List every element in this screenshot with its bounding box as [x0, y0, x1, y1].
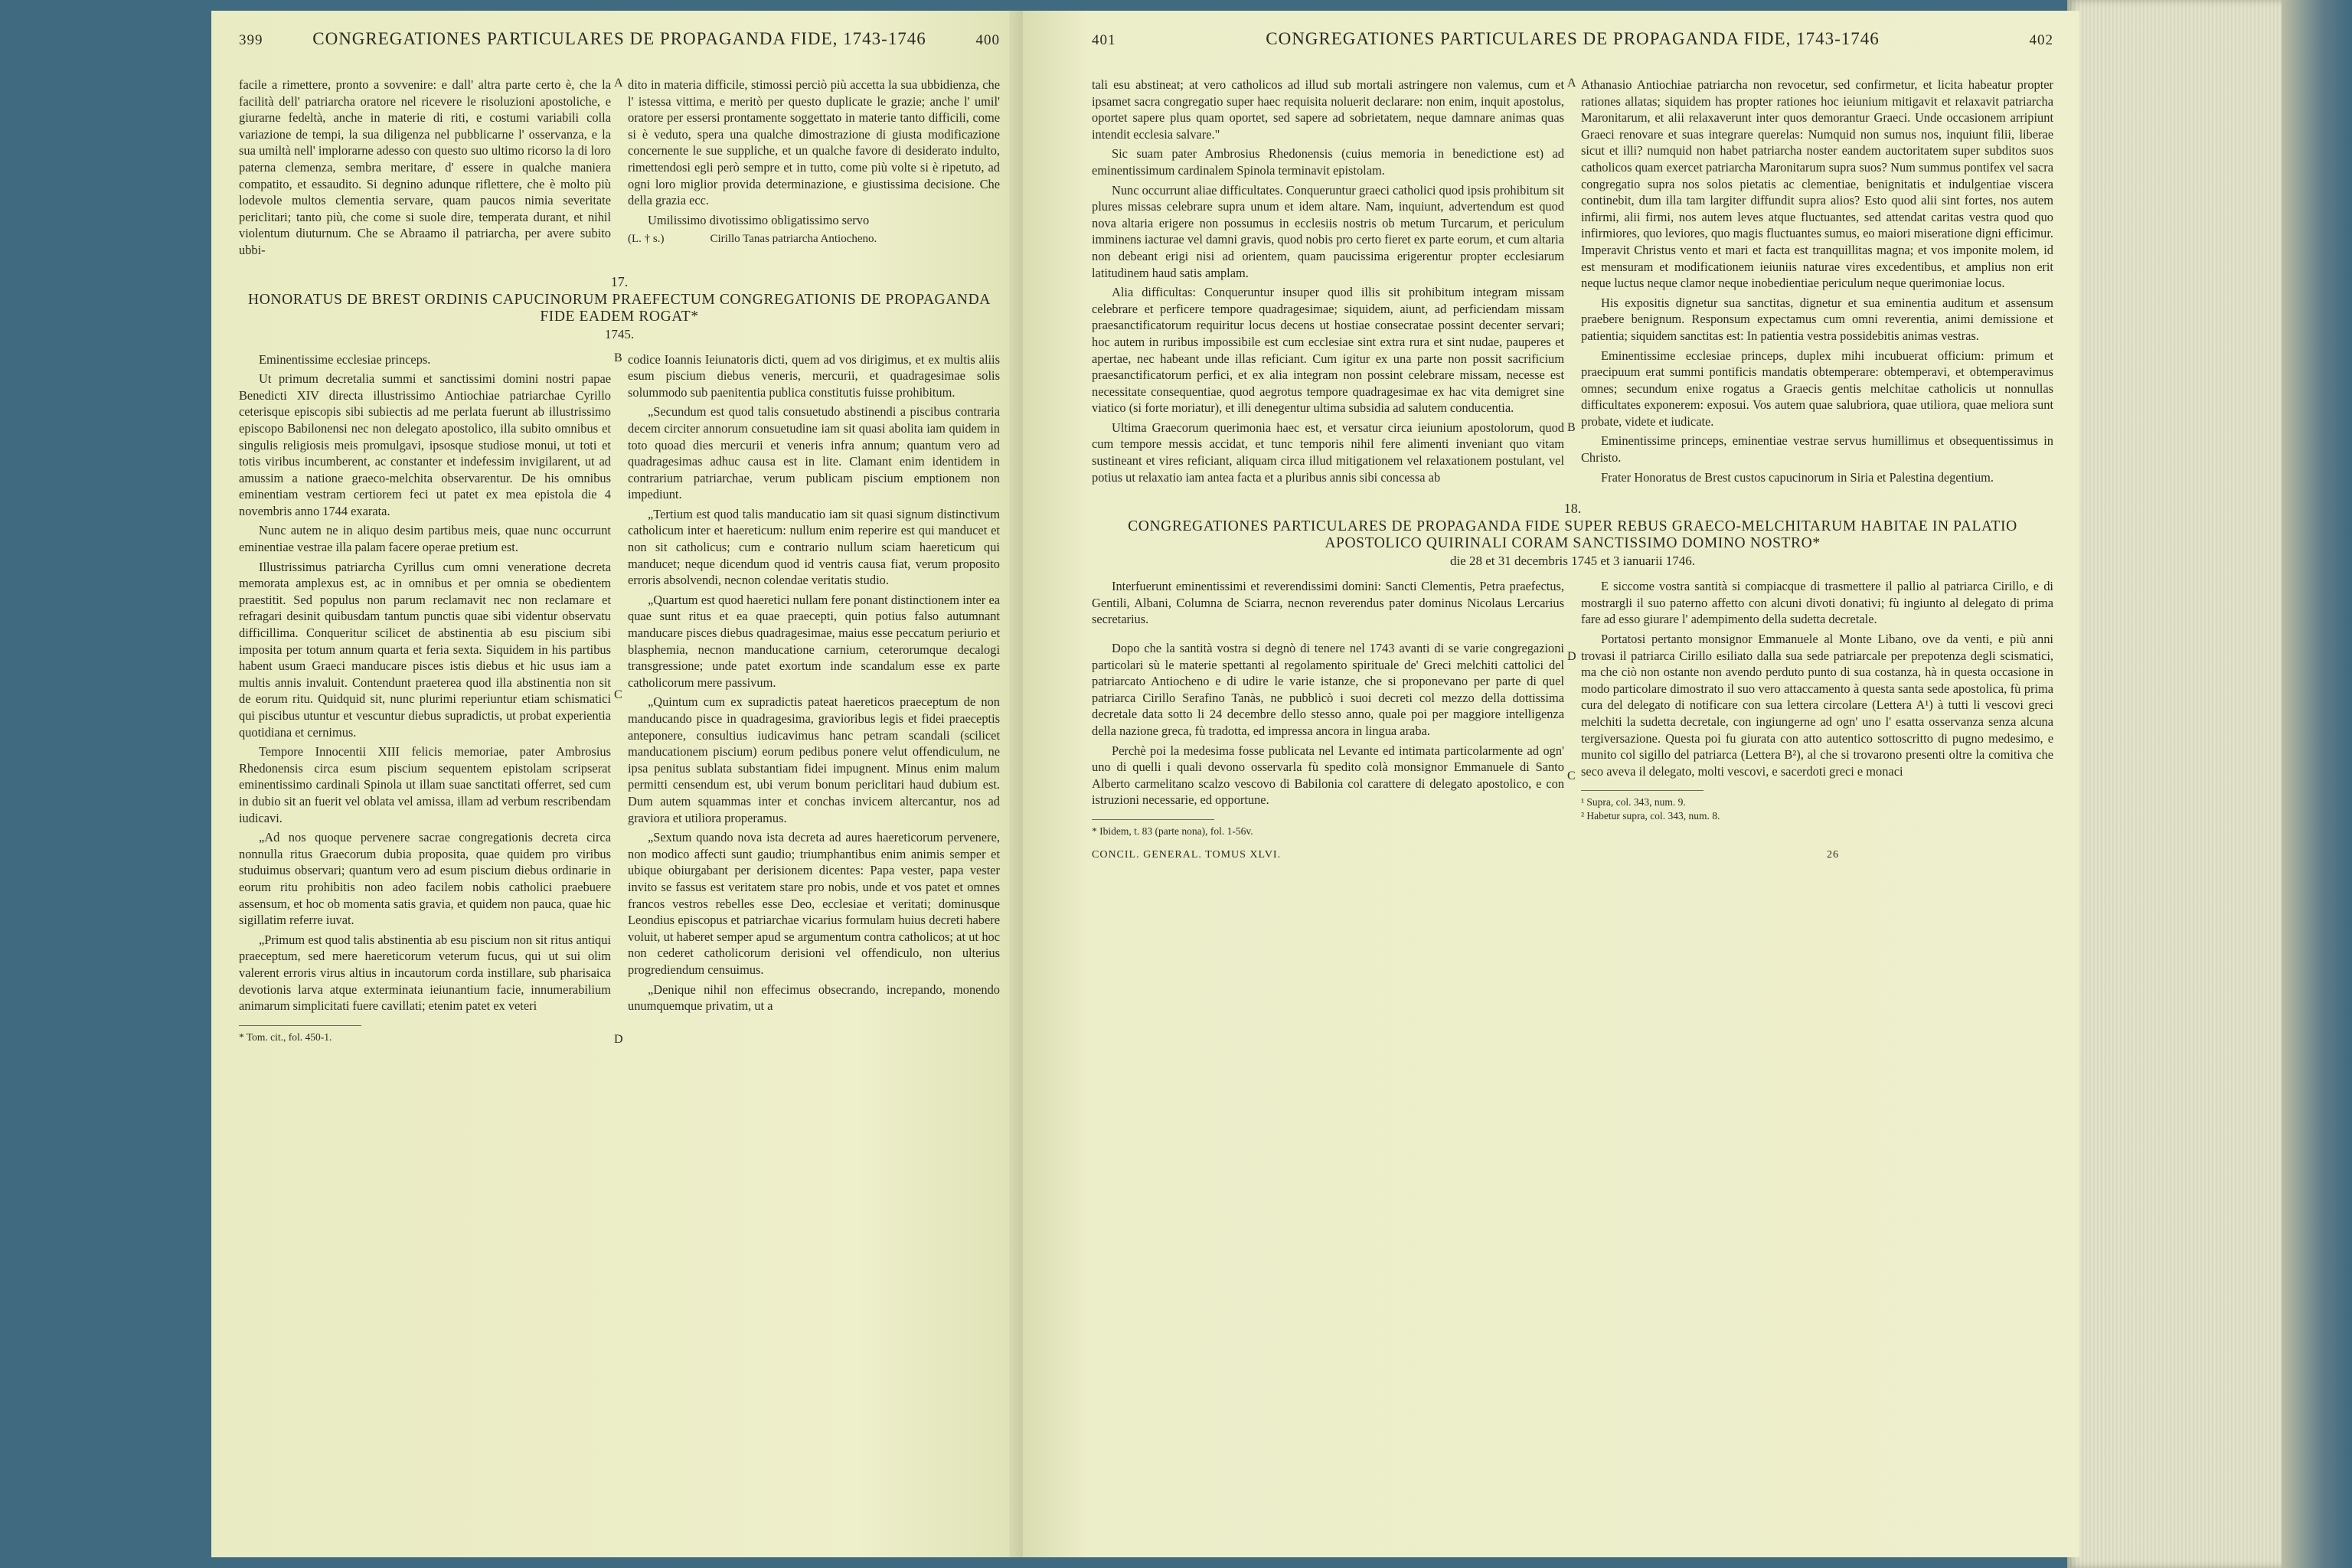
locus-sigilli: (L. † s.)	[628, 233, 665, 246]
paragraph: „Secundum est quod talis consuetudo abstinendi a piscibus contraria decem circiter annorum consuetudine iam sit quasi abolita iam quidem in toto quoad dies mercurii et veneris infra annum; quantum vero ad quadragesimas adhuc causa est in lite. Clamant enim identidem in contrarium patriarchae, verum publicam piscium emptionem non impediunt.	[628, 404, 1000, 502]
paragraph: E siccome vostra santità si compiacque di trasmettere il pallio al patriarca Cirillo, e di mostrargli il suo paterno affetto con alcuni divoti donativi; fù ingiunto al delegato di prima fare ad esso giurare l' adempimento della sudetta decretale.	[1581, 579, 2053, 627]
paragraph: Eminentissime ecclesiae princeps.	[259, 351, 431, 367]
paragraph: „Tertium est quod talis manducatio iam sit quasi signum distinctivum catholicum inter et haereticum: nullum enim reperire est qui manducet et non sit catholicus; cum e contrario nullum sciam haereticum qui manducet; neque dicendum quod id ventris causa fiat, verum proposito erroris absolvendi, necnon colendae veritatis studio.	[628, 506, 1000, 588]
column	[614, 351, 1000, 1046]
paragraph: Eminentissime princeps, eminentiae vestrae servus humillimus et obsequentissimus in Christo.	[1581, 433, 2053, 466]
footnote	[1092, 819, 1564, 838]
section-year: 1745.	[604, 326, 635, 341]
paragraph: „Quintum cum ex supradictis pateat haereticos praeceptum de non manducando pisce in quadragesima, gravioribus legis et fidei praeceptis anteponere, consultius iudicavimus hanc petram scandali (scilicet manducationem piscium) eorum pedibus ponere velut offendiculum, ne ipsa penitus sublata substantiam fidei impugnent. Minus enim malum permitti censendum est, ubi verum bonum periclitari haud dubium est. Dum autem squammas inter et conchas invicem altercantur, nos ad graviora et utiliora properamus.	[628, 694, 1000, 825]
section-title: HONORATUS DE BREST ORDINIS CAPUCINORUM PRAEFECTUM CONGREGATIONIS DE PROPAGANDA FIDE EADEM ROGAT*	[248, 291, 991, 325]
paragraph: Nunc autem ne in aliquo desim partibus meis, quae nunc occurrunt eminentiae vestrae illa palam facere operae pretium est.	[239, 523, 611, 555]
paragraph: Umilissimo divotissimo obligatissimo servo	[648, 212, 870, 227]
column	[239, 351, 611, 1044]
margin-letter: C	[614, 688, 622, 701]
left-bottom-columns	[239, 351, 1000, 1044]
paragraph: Illustrissimus patriarcha Cyrillus cum omni veneratione decreta memorata amplexus est, ac in omnibus et per omnia se obedientem praestitit. Sed populus non parum reclamavit nec non reclamare et refragari desinit quibusdam tantum punctis quae sibi videntur observatu difficillima. Conqueritur scilicet de abstinentia ab esu piscium sibi imposita per totum annum quarta et feria sexta. Siquidem in his partibus habent usum Graeci manducare pisces istis diebus et hic usus iam a multis annis invaluit. Contendunt praeterea quod illa abstinentia non sit de eorum ritu. Quidquid sit, nunc plurimi reperiuntur etiam schismatici qui piscibus utuntur et vescuntur diebus supradictis, ut probat experientia quotidiana et cernimus.	[239, 559, 611, 740]
paragraph: Ut primum decretalia summi et sanctissimi domini nostri papae Benedicti XIV directa illustrissimo Antiochiae patriarchae Cyrillo ceterisque episcopis sibi subiectis ad me perlata fuerunt ab illustrissimo episcopo Babilonensi nec non delegato apostolico, illa subito omnibus et singulis religiosis meis promulgavi, ipsosque studiose monui, ut toti et totis viribus incumberent, ac constanter et indefessim invigilarent, ut ad amussim a natione graeco-melchita observarentur. De his omnibus eminentiam vestram certiorem feci ut patet ex mea epistola die 4 novembris anno 1744 exarata.	[239, 371, 611, 518]
margin-letter: B	[614, 351, 622, 364]
footnote-rule	[239, 1025, 361, 1026]
paragraph: facile a rimettere, pronto a sovvenire: e dall' altra parte certo è, che la facilità dell' patriarcha oratore nel ricevere le risoluzioni apostoliche, e giurarne fedeltà, anche in materie di riti, e costumi variabili colla variazione de tempi, la sua diligenza nel pubblicarne l' osservanza, e la sua umiltà nell' implorarne adesso con questo suo ultimo ricorso la di loro paterna clemenza, sembra meritare, d' essere in qualche maniera compatito, et essaudito. Si degnino adunque riflettere, che è molto più lodevole multos clementia servare, quam paucos nimia severitate periclitari; tanto più, che come si suole dire, temperata durant, et nihil violentum diuturnum. Che se Abraamo il patriarcha, per avere subito ubbi-	[239, 77, 611, 257]
footnote-text: * Tom. cit., fol. 450-1.	[239, 1031, 332, 1043]
margin-letter: C	[1567, 769, 1576, 782]
margin-letter: D	[614, 1032, 623, 1046]
paragraph: Alia difficultas: Conqueruntur insuper quod illis sit prohibitum integram missam celebrare et perficere tempore quadragesimae; siquidem, aiunt, ad perficiendam missam praesanctificatorum requiritur locus decens ut hostiae consecratae possint decenter servari; hoc autem in ruribus impossibile est cum ecclesiae sint extra rura et sint nudae, pauperes et apertae, nec habeant unde illas reficiant. Cum igitur ex una parte non possit sacrificium praesanctificatorum perfici, et ex alia integram non possint celebrare missam, necesse est necessitate consequentiae, quod aegrotus tempore quadragesimae ex hac vita demigret sine viatico (si forte moriatur), et illi denegentur ultima subsidia ad salutem conducentia.	[1092, 285, 1564, 416]
page-foot	[1092, 849, 2053, 861]
margin-letter: A	[1567, 77, 1576, 90]
column	[239, 77, 611, 262]
volume-signature: CONCIL. GENERAL. TOMUS XLVI.	[1092, 848, 1282, 861]
page-number: 399	[239, 32, 263, 48]
section-number: 17.	[610, 273, 629, 289]
footnote-text: ¹ Supra, col. 343, num. 9.	[1581, 796, 1686, 808]
margin-letter: D	[1567, 650, 1576, 664]
column	[1092, 578, 1564, 838]
paragraph: Dopo che la santità vostra si degnò di tenere nel 1743 avanti di se varie congregazioni particolari sù le materie spettanti al regolamento spirituale de' Greci melchiti cattolici del patriarcato Antiocheno e di udire le varie istanze, che si proponevano per parte di quel patriarca Cirillo Serafino Tanàs, ne pubblicò i suoi decreti col mezzo della dottissima decretale data sotto li 24 decembre dello stesso anno, quale poi per maggiore intelligenza della nazione greca, fù tradotta, ed impressa ancora in lingua araba.	[1092, 641, 1564, 738]
running-title: CONGREGATIONES PARTICULARES DE PROPAGANDA FIDE, 1743-1746	[312, 29, 926, 48]
margin-letter: A	[614, 77, 623, 90]
margin-letter: B	[1567, 421, 1576, 434]
page-number: 401	[1092, 32, 1116, 48]
footnotes	[1581, 790, 2053, 823]
section-title: CONGREGATIONES PARTICULARES DE PROPAGANDA FIDE SUPER REBUS GRAECO-MELCHITARUM HABITAE IN PALATIO APOSTOLICO QUIRINALI CORAM SANCTISSIMO DOMINO NOSTRO*	[1128, 518, 2017, 552]
right-bottom-columns	[1092, 578, 2053, 838]
paragraph: dito in materia difficile, stimossi perciò più accetta la sua ubbidienza, che l' istessa vittima, e meritò per questo duplicate le grazie; anche l' umil' oratore per essersi prontamente soggettato in materie tanto difficili, come si è veduto, spera una qualche dimostrazione di giusta modificazione concernente le sue suppliche, et un qualche favore di desiderato indulto, rimettendosi egli però sempre et in tutto, come più volte si è ripetuto, ad ogni loro miglior provida determinazione, e giustissima decisione. Che della grazia ecc.	[628, 77, 1000, 208]
paragraph: Eminentissime ecclesiae princeps, duplex mihi incubuerat officium: primum et praecipuum erat summi pontificis mandatis obtemperare: obtemperavi, et obtemperavimus omnes; secundum enixe rogatus a Graecis gentis melchitae catholicis ut nonnullas difficultates exponerem: exposui. Vos autem quae salubriora, quae utiliora, quae meliora sunt probate, videte et iudicate.	[1581, 348, 2053, 429]
left-page	[211, 11, 1020, 1557]
right-running-head	[1092, 29, 2053, 60]
footnote-text: ² Habetur supra, col. 343, num. 8.	[1581, 810, 1720, 822]
column	[1567, 578, 2053, 838]
paragraph: „Denique nihil non effecimus obsecrando, increpando, monendo unumquemque privatim, ut a	[628, 982, 1000, 1014]
footnote	[239, 1025, 611, 1044]
footnote-rule	[1092, 819, 1214, 820]
section-date: die 28 et 31 decembris 1745 et 3 ianuarii 1746.	[1449, 554, 1696, 569]
paragraph: Portatosi pertanto monsignor Emmanuele al Monte Libano, ove da venti, e più anni trovasi il patriarca Cirillo esiliato dalla sua sede patriarcale per prepotenza degli scismatici, ma che ciò non ostante non avendo perduto punto di sua costanza, hà in questa occasione in modo particolare dimostrato il suo vero attaccamento à questa santa sede apostolica, fù prima cura del delegato di notificare con sua lettera circolare (Lettera A¹) à tutti li vescovi greci melchiti la sudetta decretale, con ingiungerne ad ogn' uno l' esatta osservanza senza alcuna tergiversazione. Questa poi fu giurata con atto autentico sottoscritto di pugno medesimo, e munito col sigillo del patriarca (Lettera B²), al che si trovarono presenti oltre la comitiva che seco aveva il delegato, molti vescovi, e sacerdoti greci e monaci	[1581, 632, 2053, 779]
left-top-columns	[239, 77, 1000, 262]
signature-block	[628, 233, 1000, 246]
gathering-number: 26	[1827, 848, 1839, 861]
paragraph: „Ad nos quoque pervenere sacrae congregationis decreta circa nonnulla ritus Graecorum dubia proposita, quae quidem pro viribus studuimus observari; quantum vero ad esum piscium diebus ordinarie in eorum ritu prohibitis non adeo facilem nobis catholici praebuere assensum, et hoc ob momenta satis gravia, et quidem non pauca, quae hic sigillatim referre iuvat.	[239, 830, 611, 928]
book-edge-shadow	[2282, 0, 2352, 1568]
paragraph: Nunc occurrunt aliae difficultates. Conqueruntur graeci catholici quod ipsis prohibitum sit plures missas celebrare supra unum et idem altare. Nam, inquiunt, advertendum est quod nova altaria erigere non possumus in ecclesiis nostris ob metum Turcarum, et periculum imminens iacturae vel damni gravis, quod nobis pro certo fieret ex parte eorum, et cum altaria non debeant erigi nisi ad orientem, quam paucissima erigerentur propter ecclesiarum latitudinem haud satis amplam.	[1092, 182, 1564, 280]
paragraph: „Quartum est quod haeretici nullam fere ponant distinctionem inter ea quae sunt ritus et ea quae praecepti, quin potius falso autumnant manducare pisces diebus quadragesimae, maius esse peccatum periurio et blasphemia, necnon manducatione carnium, ceterorumque decalogi transgressione; unde patet exortum inde scandalum esse ex parte catholicorum mere passivum.	[628, 592, 1000, 690]
column	[614, 77, 1000, 262]
page-number: 402	[2029, 32, 2053, 48]
paragraph: Frater Honoratus de Brest custos capucinorum in Siria et Palestina degentium.	[1601, 469, 1994, 485]
section-number: 18.	[1563, 501, 1582, 517]
paragraph: Ultima Graecorum querimonia haec est, et versatur circa ieiunium apostolorum, quod cum tempore messis accidat, et tunc temporis nihil fere alimenti inveniant quo vitam sustineant et vires reficiant, aliquam circa illud mitigationem vel relaxationem postulant, vel potius ut relaxatio iam antea facta et a pluribus annis sibi concessa ab	[1092, 420, 1564, 485]
paragraph: His expositis dignetur sua sanctitas, dignetur et sua eminentia auditum et assensum praebere benignum. Responsum expectamus cum omni reverentia, animi demissione et patientia; siquidem sanctitas est: In patientia vestra possidebitis animas vestras.	[1581, 295, 2053, 343]
right-page	[1023, 11, 2079, 1557]
paragraph: tali esu abstineat; at vero catholicos ad illud sub mortali astringere non valemus, cum et ipsamet sacra congregatio super haec requisita noluerit declarare: non enim, inquit apostolus, oportet sapere plus quam oportet, sed sapere ad sobrietatem, neque damnare animas quas intendit ecclesia salvare."	[1092, 77, 1564, 142]
paragraph: „Primum est quod talis abstinentia ab esu piscium non sit ritus antiqui praeceptum, sed mere haereticorum veterum fucus, qui ut sui olim valerent erroris virus altius in incautorum corda instillare, sub pharisaica devotionis larva atque exterminata ieiunantium facie, innumerabilium animarum simplicitati fuere cavillati; etenim patet ex veteri	[239, 932, 611, 1014]
column	[1092, 77, 1564, 488]
paragraph: Interfuerunt eminentissimi et reverendissimi domini: Sancti Clementis, Petra praefectus, Gentili, Albani, Columna de Sciarra, necnon reverendus pater dominus Nicolaus Lercarius secretarius.	[1092, 579, 1564, 627]
paragraph: Athanasio Antiochiae patriarcha non revocetur, sed confirmetur, et licita habeatur propter rationes allatas; siquidem has propter rationes hoc ieiunium mitigavit et relaxavit patriarcha Maronitarum, et alii relaxaverunt inter quos demorantur Graeci. Unde occasionem arripiunt Graeci renovare et suas integrare querelas: Numquid non sumus nos, inquiunt filii, liberae sicut et illi? numquid non habet patriarcha noster eandem auctoritatem super subditos suos catholicos quam exercet patriarcha Maronitarum supra suos? Num summus pontifex vel sacra congregatio supra nos solos pietatis ac clementiae, benignitatis et indulgentiae viscera continebit, dum illa tam largiter diffundit supra alios? Esto quod alii sint fortes, nos autem infirmi, alii firmi, nos autem leves atque fluctuantes, sed attendat caritas vestra quod quo infirmiores, quo leviores, quo magis fluctuantes sumus, eo maiori miseratione digni efficimur. Imperavit Christus vento et mari et facta est tranquillitas magna; et vos imponite molem, id est mensuram et modificationem ieiuniis naturae vires excedentibus, et amplius non erit neque luctus neque clamor neque inobedientiae periculum neque querimoniae locus.	[1581, 77, 2053, 291]
paragraph: codice Ioannis Ieiunatoris dicti, quem ad vos dirigimus, et ex multis aliis esum piscium diebus veneris, mercurii, et quadragesimae solis solummodo sub paenitentia publica constitutis fuisse prohibitum.	[628, 351, 1000, 400]
paragraph: Tempore Innocentii XIII felicis memoriae, pater Ambrosius Rhedonensis circa esum piscium sequentem epistolam scripserat eminentissimo cardinali Spinola ut illam suae sanctitati offerret, sed cum in dubio sit an fuerit vel oblata vel amissa, illam ad verbum rescribendam iudicavi.	[239, 744, 611, 825]
left-running-head	[239, 29, 1000, 60]
footnote-rule	[1581, 790, 1704, 791]
signature-name: Cirillo Tanas patriarcha Antiocheno.	[710, 233, 877, 246]
paragraph: Sic suam pater Ambrosius Rhedonensis (cuius memoria in benedictione est) ad eminentissimum cardinalem Spinola terminavit epistolam.	[1092, 146, 1564, 178]
footnote-text: * Ibidem, t. 83 (parte nona), fol. 1-56v.	[1092, 825, 1253, 837]
running-title: CONGREGATIONES PARTICULARES DE PROPAGANDA FIDE, 1743-1746	[1266, 29, 1880, 48]
paragraph: Perchè poi la medesima fosse publicata nel Levante ed intimata particolarmente ad ogn' uno di quelli i quali devono osservarla fù spedito colà monsignor Emmanuele di Santo Alberto carmelitano scalzo vescovo di Babilonia col carattere di delegato apostolico, e con istruzioni necessarie, ed opportune.	[1092, 743, 1564, 808]
page-number: 400	[975, 32, 1000, 48]
paragraph: „Sextum quando nova ista decreta ad aures haereticorum pervenere, non modico affecti sunt gaudio; triumphantibus enim animis semper et ubique obiurgabant per derisionem dicentes: Papa vester, papa vester invito se fassus est veritatem stare pro nobis, unde et vos patet et omnes francos vestros rebelles esse Deo, ecclesiae et veritati; dominusque Leondius episcopus et patriarchae vicarius formulam huius decreti habere voluit, ut haberet semper apud se argumentum contra catholicos; at ut hoc non cederet catholicorum derisioni vel offendiculo, non ulterius progrediendum censuimus.	[628, 830, 1000, 977]
